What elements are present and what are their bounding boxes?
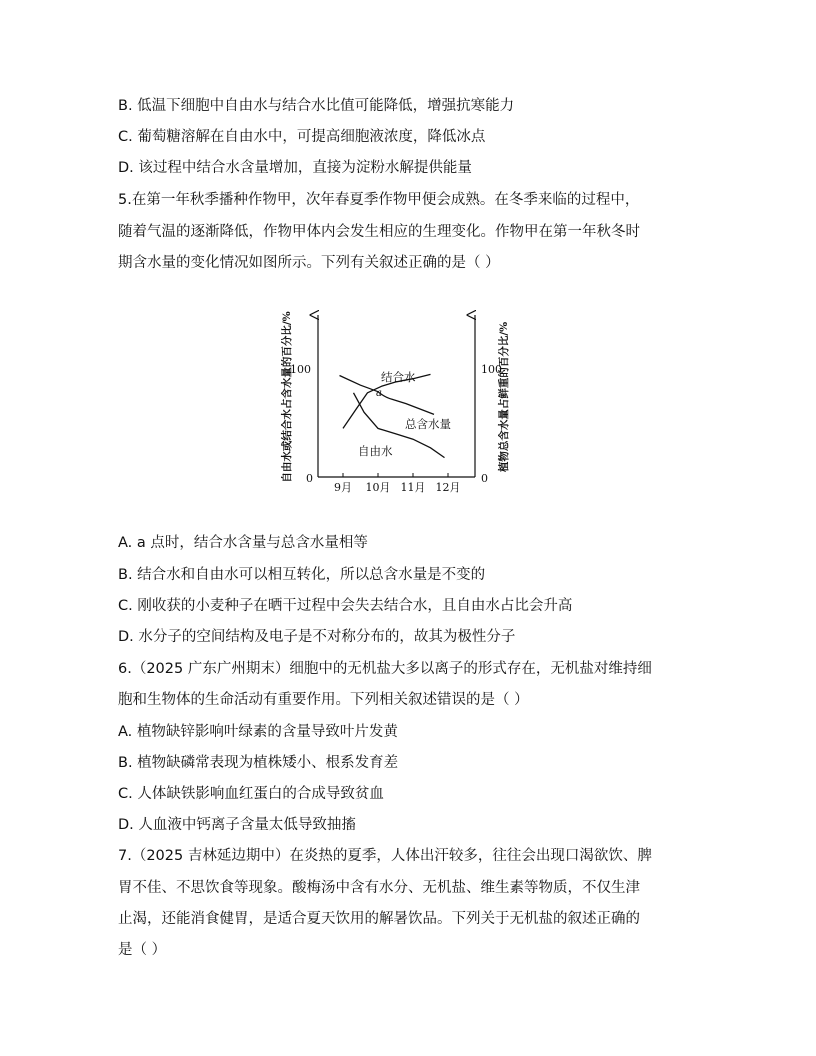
- series-label-free-water: 自由水: [358, 444, 393, 458]
- option-c: C. 刚收获的小麦种子在晒干过程中会失去结合水，且自由水占比会升高: [118, 598, 573, 614]
- right-tick-0: 0: [481, 472, 488, 485]
- option-b: B. 结合水和自由水可以相互转化，所以总含水量是不变的: [118, 567, 486, 583]
- question-stem: 5.在第一年秋季播种作物甲，次年春夏季作物甲便会成熟。在冬季来临的过程中，: [118, 192, 640, 208]
- question-stem: 随着气温的逐渐降低，作物甲体内会发生相应的生理变化。作物甲在第一年秋冬时: [118, 224, 640, 240]
- left-axis-title: 自由水或结合水占含水量的百分比/%: [281, 311, 293, 483]
- point-a-label: a: [376, 388, 382, 399]
- question-stem: 是（ ）: [118, 942, 167, 958]
- option-b: B. 低温下细胞中自由水与结合水比值可能降低，增强抗寒能力: [118, 98, 515, 114]
- option-d: D. 水分子的空间结构及电子是不对称分布的，故其为极性分子: [118, 629, 516, 645]
- option-b: B. 植物缺磷常表现为植株矮小、根系发育差: [118, 755, 399, 771]
- x-tick-label: 12月: [435, 481, 461, 494]
- left-tick-0: 0: [306, 472, 313, 485]
- option-d: D. 该过程中结合水含量增加，直接为淀粉水解提供能量: [118, 160, 472, 176]
- option-d: D. 人血液中钙离子含量太低导致抽搐: [118, 817, 356, 833]
- x-tick-label: 9月: [334, 481, 352, 494]
- series-label-bound-water: 结合水: [381, 370, 416, 384]
- option-a: A. 植物缺锌影响叶绿素的含量导致叶片发黄: [118, 724, 398, 740]
- question-stem: 胃不佳、不思饮食等现象。酸梅汤中含有水分、无机盐、维生素等物质，不仅生津: [118, 880, 640, 896]
- right-tick-100: 100: [481, 363, 502, 376]
- option-c: C. 人体缺铁影响血红蛋白的合成导致贫血: [118, 786, 384, 802]
- right-axis-title: 植物总含水量占鲜重的百分比/%: [498, 321, 510, 473]
- question-stem: 7.（2025 吉林延边期中）在炎热的夏季，人体出汗较多，往往会出现口渴欲饮、脾: [118, 848, 652, 864]
- question-stem: 6.（2025 广东广州期末）细胞中的无机盐大多以离子的形式存在，无机盐对维持细: [118, 661, 652, 677]
- option-a: A. a 点时，结合水含量与总含水量相等: [118, 535, 368, 551]
- left-tick-100: 100: [290, 363, 311, 376]
- question-stem: 胞和生物体的生命活动有重要作用。下列相关叙述错误的是（ ）: [118, 692, 529, 708]
- series-label-total-water: 总含水量: [405, 417, 451, 431]
- x-tick-label: 10月: [365, 481, 391, 494]
- water-content-chart: [275, 285, 535, 515]
- question-stem: 期含水量的变化情况如图所示。下列有关叙述正确的是（ ）: [118, 255, 500, 271]
- option-c: C. 葡萄糖溶解在自由水中，可提高细胞液浓度，降低冰点: [118, 129, 486, 145]
- x-tick-label: 11月: [400, 481, 426, 494]
- question-stem: 止渴，还能消食健胃，是适合夏天饮用的解暑饮品。下列关于无机盐的叙述正确的: [118, 911, 640, 927]
